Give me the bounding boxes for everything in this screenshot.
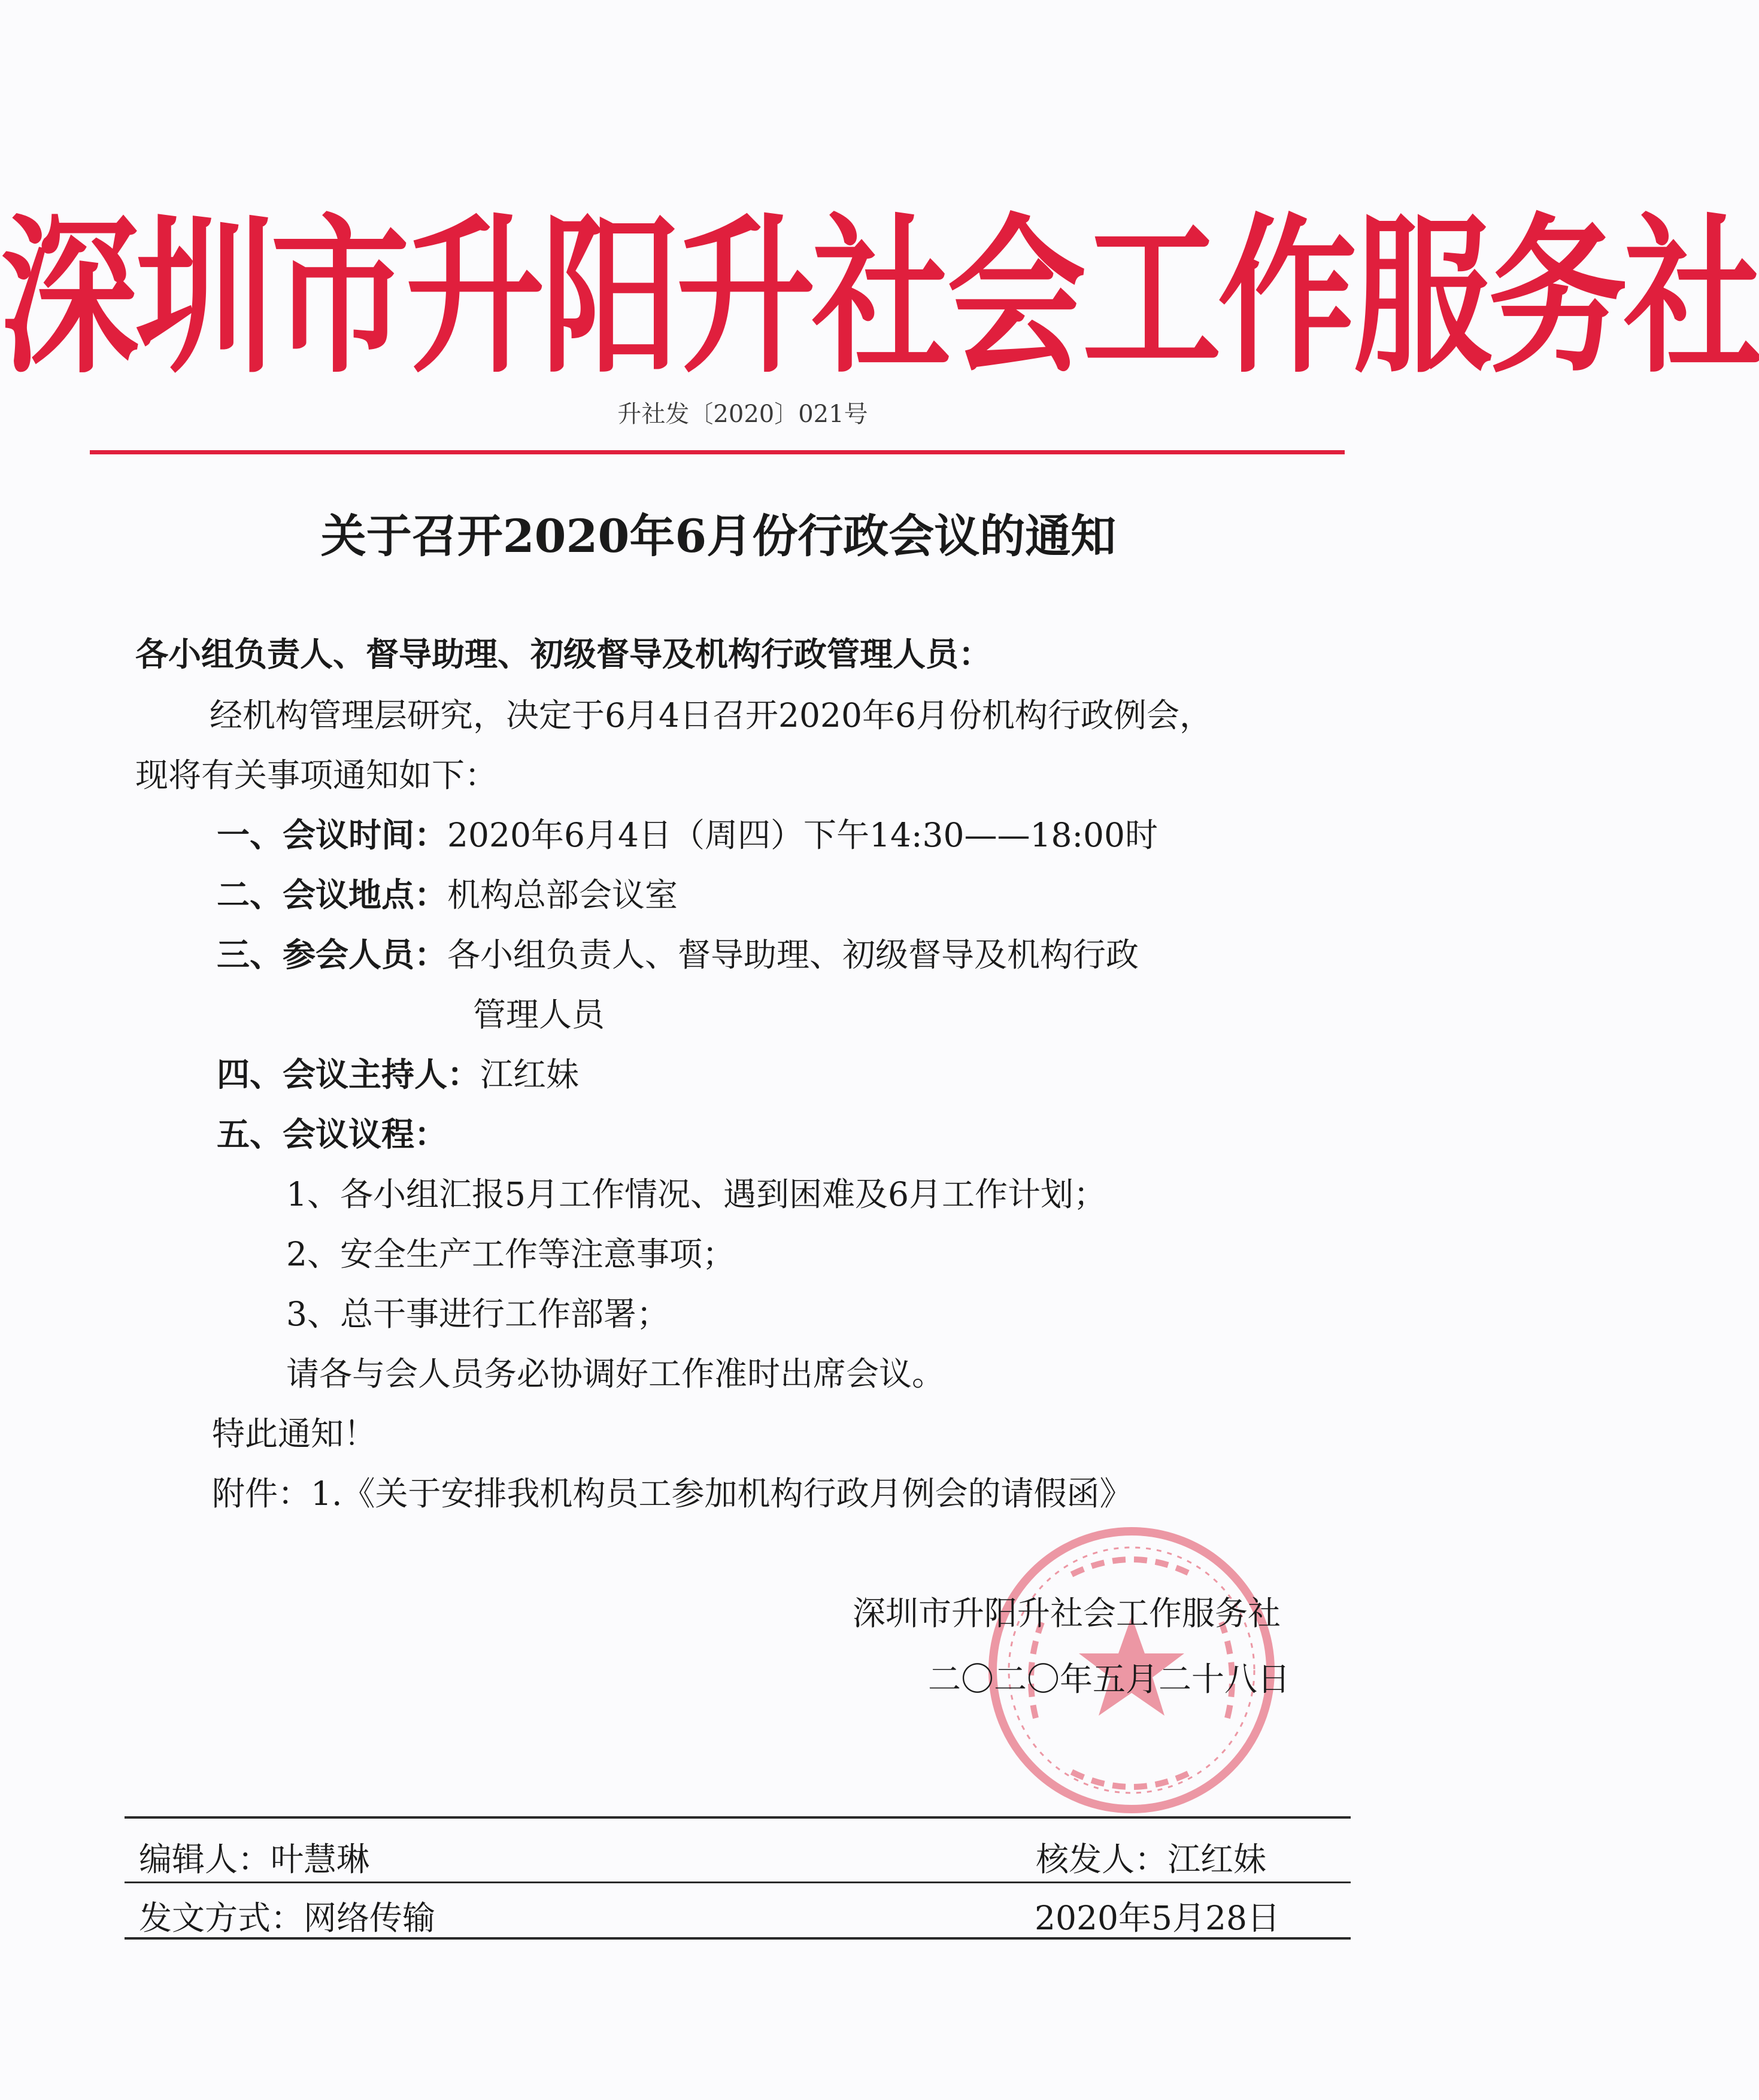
salutation: 各小组负责人、督导助理、初级督导及机构行政管理人员： bbox=[135, 635, 992, 673]
host-value: 江红妹 bbox=[480, 1055, 580, 1094]
intro-line-1: 经机构管理层研究，决定于6月4日召开2020年6月份机构行政例会， bbox=[210, 696, 1212, 735]
signature-date: 二〇二〇年五月二十八日 bbox=[928, 1660, 1291, 1698]
meeting-time-row bbox=[217, 815, 1158, 855]
footer-rule-top bbox=[125, 1816, 1351, 1819]
meeting-place-label: 二、会议地点： bbox=[217, 875, 448, 914]
footer-rule-middle bbox=[125, 1881, 1351, 1883]
meeting-place-value: 机构总部会议室 bbox=[447, 876, 678, 914]
host-label: 四、会议主持人： bbox=[217, 1055, 481, 1094]
footer-method: 发文方式：网络传输 bbox=[139, 1899, 436, 1937]
footer-rule-bottom bbox=[125, 1937, 1351, 1940]
meeting-time-label: 一、会议时间： bbox=[217, 815, 448, 854]
footer-date: 2020年5月28日 bbox=[1035, 1899, 1280, 1937]
agenda-item-3: 3、总干事进行工作部署； bbox=[286, 1295, 669, 1333]
attendees-label: 三、参会人员： bbox=[217, 935, 448, 974]
agenda-item-2: 2、安全生产工作等注意事项； bbox=[286, 1235, 735, 1273]
footer-editor: 编辑人：叶慧琳 bbox=[139, 1840, 370, 1879]
host-row bbox=[217, 1055, 579, 1094]
attendance-request: 请各与会人员务必协调好工作准时出席会议。 bbox=[286, 1355, 945, 1393]
attendees-value: 各小组负责人、督导助理、初级督导及机构行政 bbox=[447, 936, 1139, 974]
signature-org: 深圳市升阳升社会工作服务社 bbox=[853, 1594, 1281, 1632]
header-red-rule bbox=[90, 450, 1345, 454]
org-name-header: 深圳市升阳升社会工作服务社 bbox=[0, 199, 1759, 396]
attendees-value-continued: 管理人员 bbox=[473, 996, 605, 1034]
attachment-line: 附件：1.《关于安排我机构员工参加机构行政月例会的请假函》 bbox=[212, 1474, 1133, 1513]
agenda-label: 五、会议议程： bbox=[217, 1115, 448, 1154]
footer-approver: 核发人：江红妹 bbox=[1036, 1840, 1267, 1879]
meeting-time-value: 2020年6月4日（周四）下午14:30——18:00时 bbox=[447, 816, 1158, 854]
document-title: 关于召开2020年6月份行政会议的通知 bbox=[320, 509, 1117, 563]
meeting-place-row bbox=[217, 875, 678, 915]
agenda-item-1: 1、各小组汇报5月工作情况、遇到困难及6月工作计划； bbox=[286, 1175, 1106, 1213]
document-number: 升社发〔2020〕021号 bbox=[617, 400, 868, 428]
closing-phrase: 特此通知！ bbox=[212, 1415, 377, 1453]
intro-line-2: 现将有关事项通知如下： bbox=[135, 756, 498, 794]
attendees-row bbox=[217, 935, 1139, 975]
